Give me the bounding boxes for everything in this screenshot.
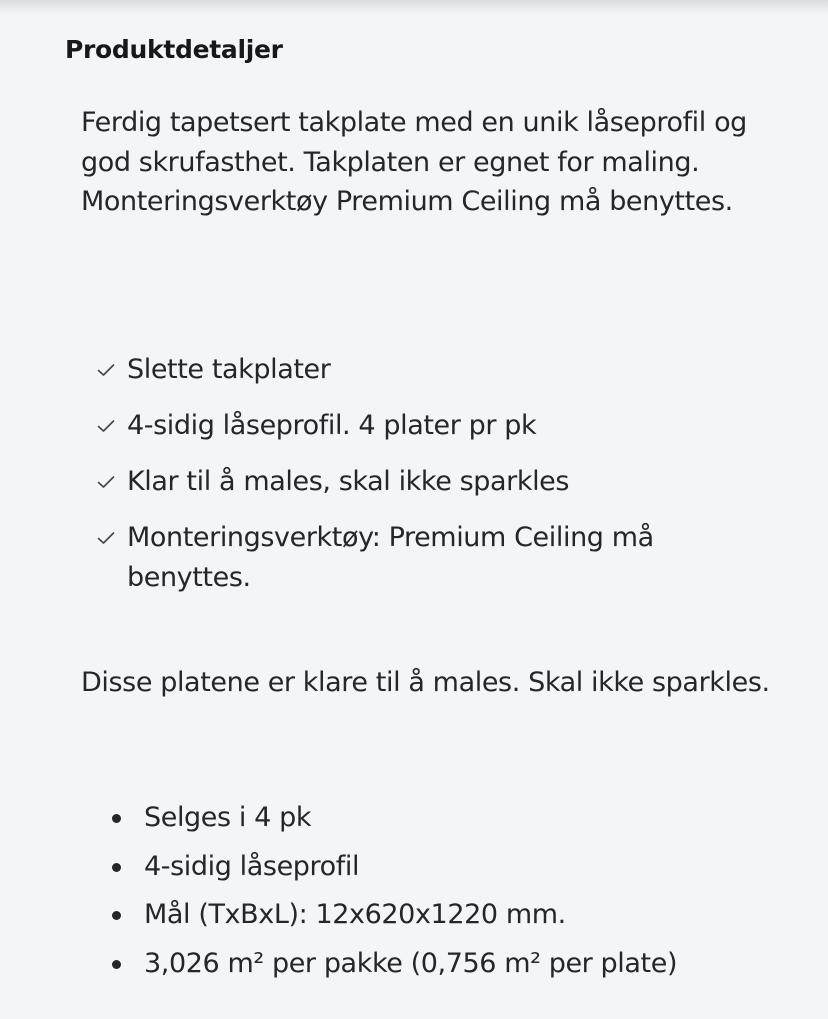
paint-note: Disse platene er klare til å males. Skal ikke sparkles. [81,667,770,698]
spec-label: Mål (TxBxL): 12x620x1220 mm. [144,899,566,930]
feature-item [95,406,785,446]
feature-item [95,462,785,502]
spec-item [108,843,798,892]
spec-list [108,794,798,988]
feature-label: Slette takplater [127,354,331,385]
spec-item [108,940,798,989]
spec-label: 3,026 m² per pakke (0,756 m² per plate) [144,947,678,979]
spec-label: Selges i 4 pk [144,802,312,833]
feature-item [95,350,785,390]
bullet-icon [112,863,121,872]
section-title: Produktdetaljer [65,35,283,64]
feature-item [95,518,785,597]
checkmark-icon [97,363,115,377]
spec-item [108,891,798,940]
bullet-icon [112,911,121,920]
feature-label: 4-sidig låseprofil. 4 plater pr pk [127,410,537,441]
spec-item [108,794,798,843]
feature-list [95,350,785,614]
checkmark-icon [97,475,115,489]
checkmark-icon [97,419,115,433]
feature-label: Klar til å males, skal ikke sparkles [127,466,570,497]
spec-label: 4-sidig låseprofil [144,850,360,882]
product-description: Ferdig tapetsert takplate med en unik låseprofil og god skrufasthet. Takplaten er egnet for maling. Monteringsverktøy Premium Ceiling må benyttes. [81,107,747,217]
bullet-icon [112,814,121,823]
checkmark-icon [97,531,115,545]
bullet-icon [112,960,121,969]
feature-label: Monteringsverktøy: Premium Ceiling må benyttes. [127,522,654,593]
